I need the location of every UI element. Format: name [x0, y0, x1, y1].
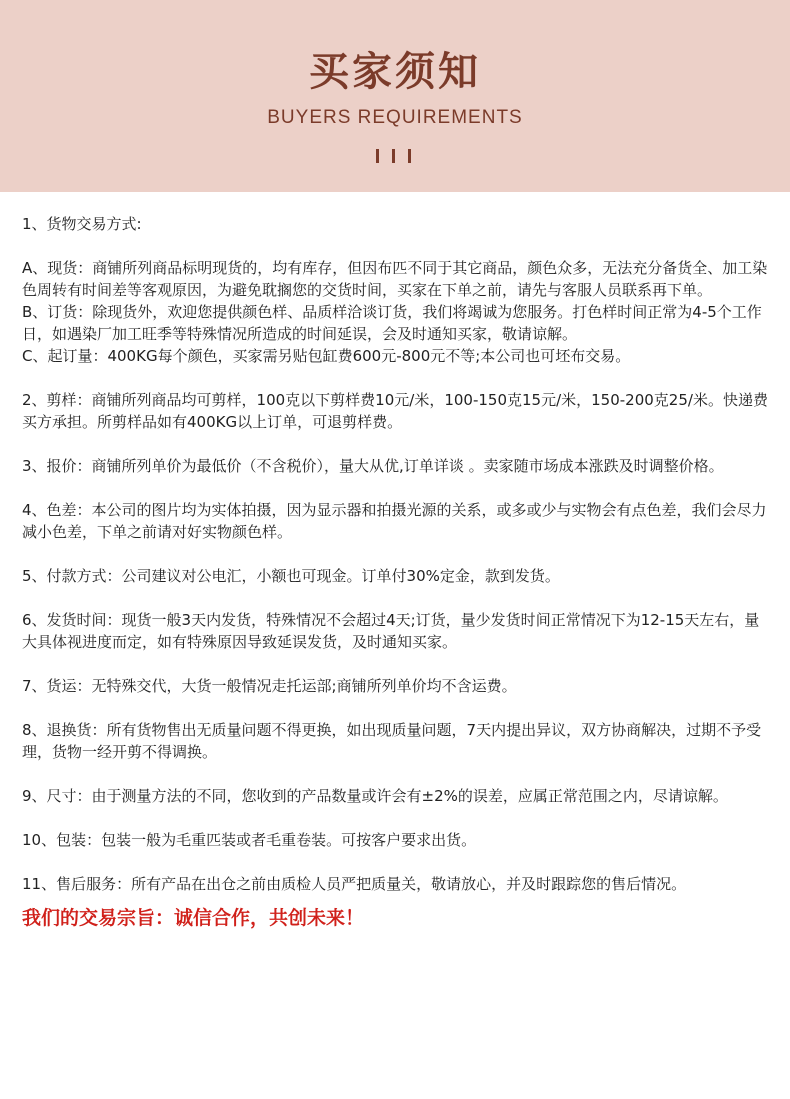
- notice-content: [0, 192, 790, 931]
- section-item: 4、色差：本公司的图片均为实体拍摄，因为显示器和拍摄光源的关系，或多或少与实物会有点色差，我们会尽力减小色差，下单之前请对好实物颜色样。: [22, 501, 767, 541]
- section-item: 10、包装：包装一般为毛重匹装或者毛重卷装。可按客户要求出货。: [22, 831, 477, 849]
- section-item: 9、尺寸：由于测量方法的不同，您收到的产品数量或许会有±2%的误差，应属正常范围之内，尽请谅解。: [22, 787, 728, 805]
- section-item: 8、退换货：所有货物售出无质量问题不得更换，如出现质量问题，7天内提出异议，双方协商解决，过期不予受理，货物一经开剪不得调换。: [22, 721, 762, 761]
- page-subtitle: BUYERS REQUIREMENTS: [267, 107, 523, 128]
- section-heading: 1、货物交易方式:: [22, 215, 142, 233]
- decorative-marks: [375, 149, 415, 163]
- section-item: 3、报价：商铺所列单价为最低价（不含税价），量大从优,订单详谈 。卖家随市场成本涨跌及时调整价格。: [22, 457, 724, 475]
- header-banner: [0, 0, 790, 192]
- trade-motto: 我们的交易宗旨：诚信合作，共创未来！: [22, 907, 365, 929]
- section-item: 2、剪样：商铺所列商品均可剪样，100克以下剪样费10元/米，100-150克15元/米，150-200克25/米。快递费买方承担。所剪样品如有400KG以上订单，可退剪样费。: [22, 391, 768, 431]
- section-item: C、起订量：400KG每个颜色，买家需另贴包缸费600元-800元不等;本公司也可坯布交易。: [22, 347, 631, 365]
- section-item: 7、货运：无特殊交代，大货一般情况走托运部;商铺所列单价均不含运费。: [22, 677, 517, 695]
- section-item: 11、售后服务：所有产品在出仓之前由质检人员严把质量关，敬请放心，并及时跟踪您的售后情况。: [22, 875, 687, 893]
- section-item: 5、付款方式：公司建议对公电汇，小额也可现金。订单付30%定金，款到发货。: [22, 567, 560, 585]
- page-title: 买家须知: [309, 49, 481, 95]
- section-item: B、订货：除现货外，欢迎您提供颜色样、品质样洽谈订货，我们将竭诚为您服务。打色样时间正常为4-5个工作日，如遇染厂加工旺季等特殊情况所造成的时间延误，会及时通知买家，敬请谅解。: [22, 303, 762, 343]
- section-item: A、现货：商铺所列商品标明现货的，均有库存，但因布匹不同于其它商品，颜色众多，无法充分备货全、加工染色周转有时间差等客观原因，为避免耽搁您的交货时间，买家在下单之前，请先与客服人员联系再下单。: [22, 259, 768, 299]
- section-item: 6、发货时间：现货一般3天内发货，特殊情况不会超过4天;订货，量少发货时间正常情况下为12-15天左右，量大具体视进度而定，如有特殊原因导致延误发货，及时通知买家。: [22, 611, 760, 651]
